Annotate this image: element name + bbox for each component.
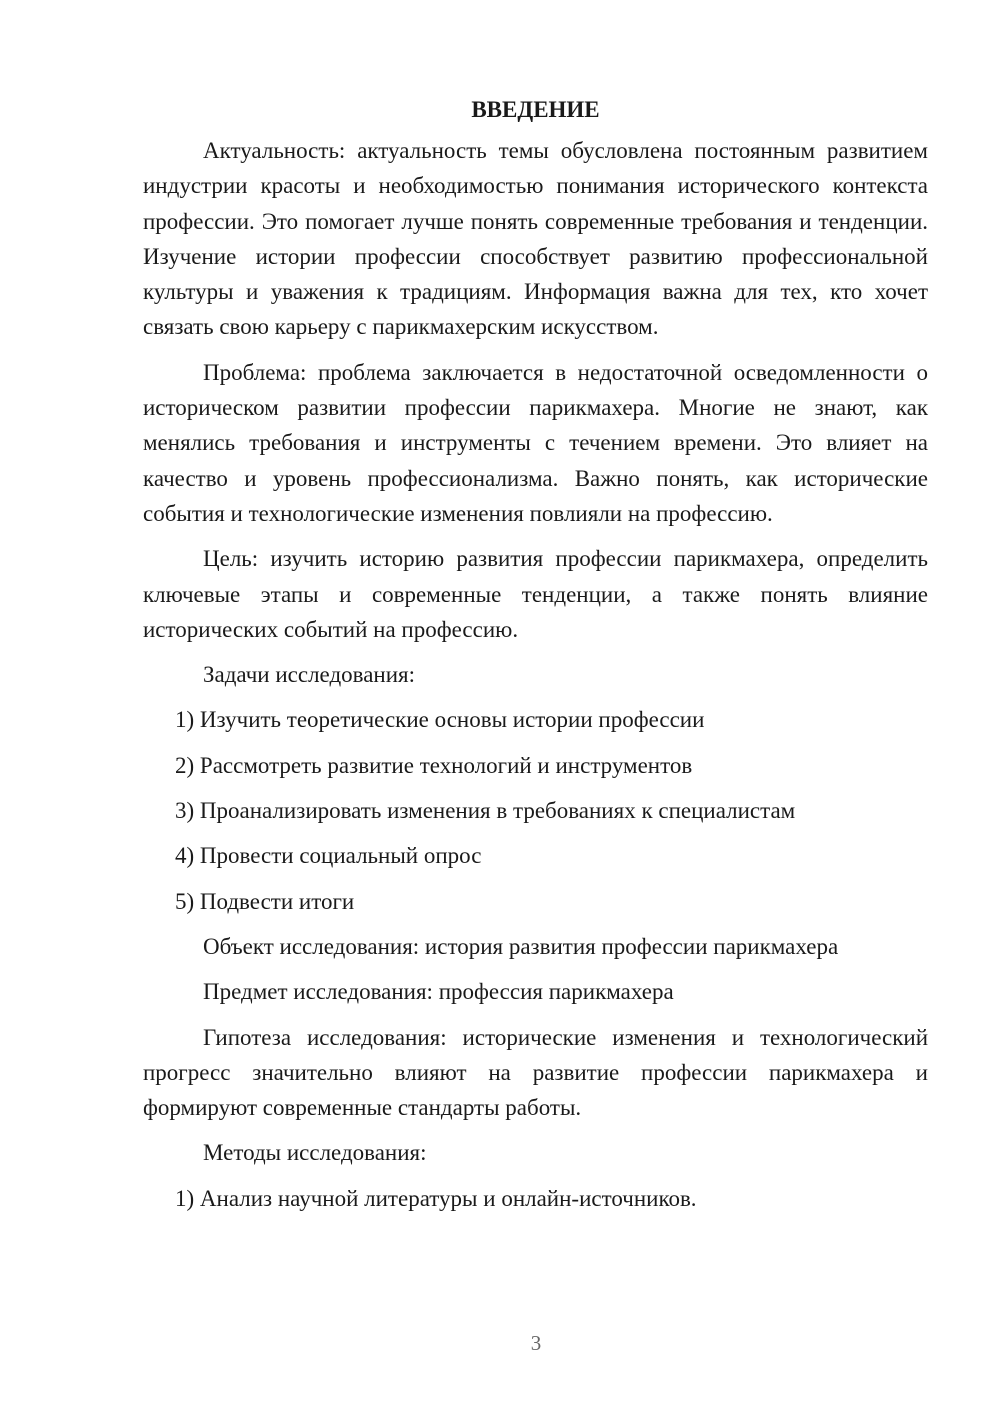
goal-paragraph: Цель: изучить историю развития профессии парикмахера, определить ключевые этапы и современные тенденции, а также понять влияние исторических событий на профессию. <box>143 546 928 642</box>
research-object: Объект исследования: история развития профессии парикмахера <box>203 933 839 959</box>
list-item: 2) Рассмотреть развитие технологий и инструментов <box>175 752 693 778</box>
tasks-list <box>143 702 928 918</box>
problem-paragraph: Проблема: проблема заключается в недостаточной осведомленности о историческом развитии профессии парикмахера. Многие не знают, как менялись требования и инструменты с течением времени. Это влияет на качество и уровень профессионализма. Важно понять, как исторические события и технологические изменения повлияли на профессию. <box>143 359 928 526</box>
page-body <box>143 92 928 1226</box>
methods-list <box>143 1181 928 1216</box>
methods-heading: Методы исследования: <box>203 1140 427 1166</box>
list-item: 4) Провести социальный опрос <box>175 843 482 869</box>
page-number: 3 <box>530 1331 542 1355</box>
hypothesis-paragraph: Гипотеза исследования: исторические изменения и технологический прогресс значительно влияют на развитие профессии парикмахера и формируют современные стандарты работы. <box>143 1024 928 1121</box>
relevance-paragraph: Актуальность: актуальность темы обусловлена постоянным развитием индустрии красоты и необходимостью понимания исторического контекста профессии. Это помогает лучше понять современные требования и тенденции. Изучение истории профессии способствует развитию профессиональной культуры и уважения к традициям. Информация важна для тех, кто хочет связать свою карьеру с парикмахерским искусством. <box>143 138 928 340</box>
list-item: 1) Анализ научной литературы и онлайн-источников. <box>175 1185 697 1211</box>
list-item: 1) Изучить теоретические основы истории профессии <box>175 707 705 733</box>
list-item: 3) Проанализировать изменения в требованиях к специалистам <box>175 798 796 824</box>
page-title: ВВЕДЕНИЕ <box>471 97 600 122</box>
list-item: 5) Подвести итоги <box>175 888 355 914</box>
tasks-heading: Задачи исследования: <box>203 662 416 688</box>
research-subject: Предмет исследования: профессия парикмахера <box>203 979 674 1005</box>
